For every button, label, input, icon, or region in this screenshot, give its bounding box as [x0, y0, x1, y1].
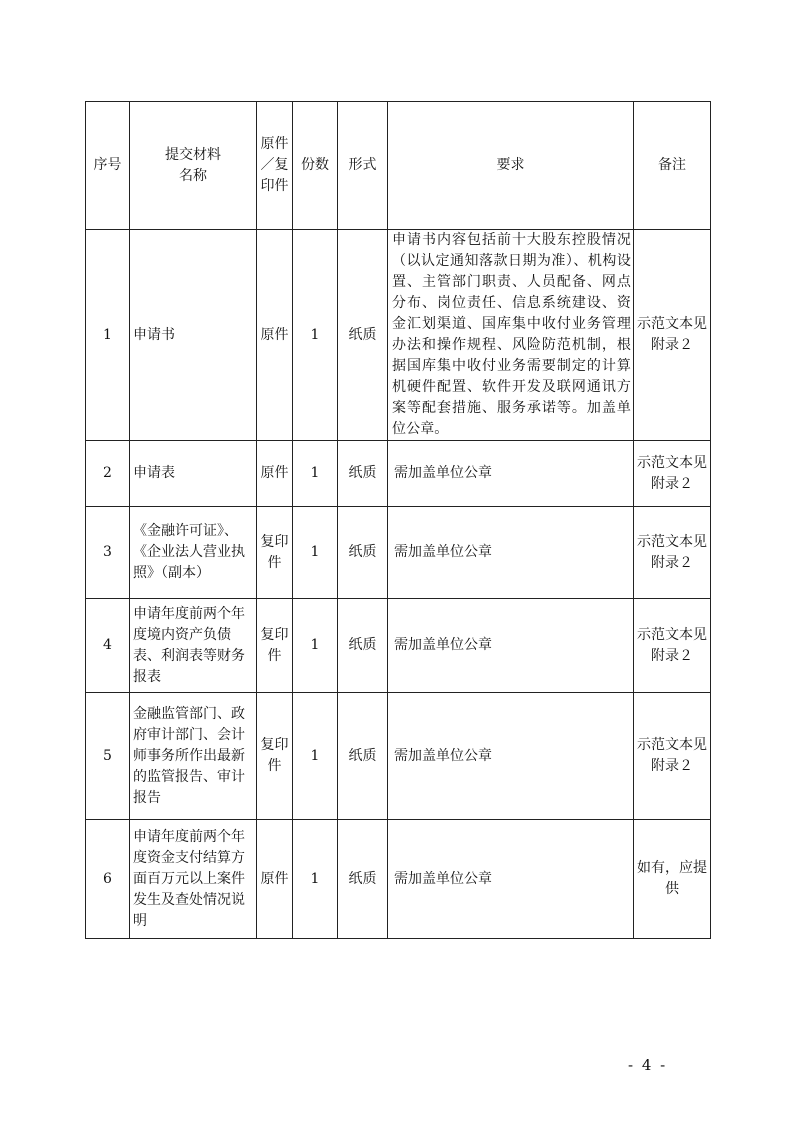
header-copies: 份数	[293, 102, 338, 230]
materials-table	[85, 101, 711, 939]
header-form: 形式	[338, 102, 388, 230]
cell-form: 纸质	[338, 599, 388, 693]
cell-material-name: 《金融许可证》、《企业法人营业执照》（副本）	[130, 507, 257, 599]
cell-copies: 1	[293, 230, 338, 441]
cell-material-name: 金融监管部门、政府审计部门、会计师事务所作出最新的监管报告、审计报告	[130, 693, 257, 820]
cell-original-copy: 原件	[257, 820, 293, 939]
cell-copies: 1	[293, 441, 338, 507]
cell-requirement: 需加盖单位公章	[388, 441, 634, 507]
cell-copies: 1	[293, 820, 338, 939]
cell-original-copy: 原件	[257, 230, 293, 441]
header-name: 提交材料名称	[130, 102, 257, 230]
table-row	[86, 820, 711, 939]
cell-requirement: 需加盖单位公章	[388, 599, 634, 693]
page-number: - 4 -	[628, 1056, 668, 1074]
cell-material-name: 申请年度前两个年度资金支付结算方面百万元以上案件发生及查处情况说明	[130, 820, 257, 939]
cell-requirement: 需加盖单位公章	[388, 693, 634, 820]
header-requirement: 要求	[388, 102, 634, 230]
cell-form: 纸质	[338, 693, 388, 820]
header-seq: 序号	[86, 102, 130, 230]
table-row	[86, 230, 711, 441]
cell-seq: 2	[86, 441, 130, 507]
cell-form: 纸质	[338, 441, 388, 507]
header-note: 备注	[634, 102, 711, 230]
cell-copies: 1	[293, 599, 338, 693]
header-original-copy: 原件／复印件	[257, 102, 293, 230]
cell-copies: 1	[293, 507, 338, 599]
cell-original-copy: 复印件	[257, 599, 293, 693]
cell-material-name: 申请书	[130, 230, 257, 441]
cell-form: 纸质	[338, 507, 388, 599]
cell-note: 如有，应提供	[634, 820, 711, 939]
cell-original-copy: 复印件	[257, 507, 293, 599]
table-row	[86, 599, 711, 693]
cell-original-copy: 复印件	[257, 693, 293, 820]
table-row	[86, 693, 711, 820]
cell-seq: 1	[86, 230, 130, 441]
cell-requirement: 需加盖单位公章	[388, 820, 634, 939]
cell-material-name: 申请表	[130, 441, 257, 507]
cell-requirement: 需加盖单位公章	[388, 507, 634, 599]
cell-note: 示范文本见附录２	[634, 441, 711, 507]
cell-seq: 6	[86, 820, 130, 939]
cell-original-copy: 原件	[257, 441, 293, 507]
cell-note: 示范文本见附录２	[634, 693, 711, 820]
cell-seq: 3	[86, 507, 130, 599]
cell-material-name: 申请年度前两个年度境内资产负债表、利润表等财务报表	[130, 599, 257, 693]
cell-seq: 4	[86, 599, 130, 693]
cell-note: 示范文本见附录２	[634, 599, 711, 693]
cell-form: 纸质	[338, 820, 388, 939]
table-row	[86, 441, 711, 507]
header-row	[86, 102, 711, 230]
cell-note: 示范文本见附录２	[634, 507, 711, 599]
cell-requirement: 申请书内容包括前十大股东控股情况（以认定通知落款日期为准）、机构设置、主管部门职责、人员配备、网点分布、岗位责任、信息系统建设、资金汇划渠道、国库集中收付业务管理办法和操作规程、风险防范机制，根据国库集中收付业务需要制定的计算机硬件配置、软件开发及联网通讯方案等配套措施、服务承诺等。加盖单位公章。	[388, 230, 634, 441]
cell-seq: 5	[86, 693, 130, 820]
cell-note: 示范文本见附录２	[634, 230, 711, 441]
cell-form: 纸质	[338, 230, 388, 441]
cell-copies: 1	[293, 693, 338, 820]
table-row	[86, 507, 711, 599]
